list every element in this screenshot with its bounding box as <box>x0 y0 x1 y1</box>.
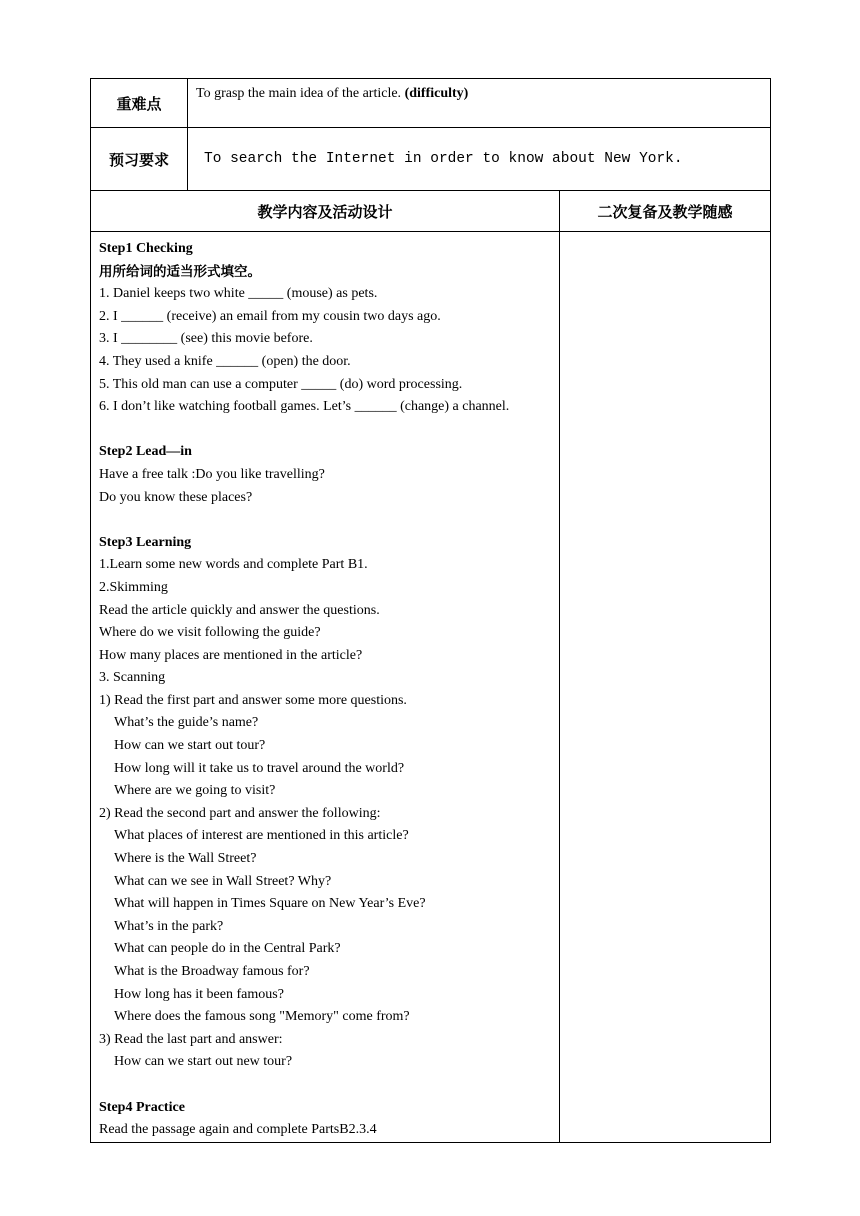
question-item: How can we start out tour? <box>114 738 266 754</box>
question-item: How long has it been famous? <box>114 986 284 1002</box>
step4-title: Step4 Practice <box>99 1099 185 1115</box>
question-item: Where does the famous song "Memory" come from? <box>114 1009 410 1025</box>
question-item: How can we start out new tour? <box>114 1054 293 1070</box>
question-item: Where are we going to visit? <box>114 783 276 799</box>
preview-label: 预习要求 <box>91 128 188 191</box>
step2-line: Have a free talk :Do you like travelling? <box>99 466 325 482</box>
list-item: 4. They used a knife ______ (open) the door. <box>99 353 351 369</box>
step1-list <box>99 283 551 419</box>
content-row <box>91 232 771 1143</box>
step3-line: Read the article quickly and answer the questions. <box>99 602 380 618</box>
lesson-plan-table <box>90 78 771 1143</box>
scan2-title: 2) Read the second part and answer the following: <box>99 805 381 821</box>
step2-title: Step2 Lead—in <box>99 444 192 460</box>
list-item: 6. I don’t like watching football games. Let’s ______ (change) a channel. <box>99 399 510 415</box>
notes-column-header: 二次复备及教学随感 <box>560 191 771 232</box>
question-item: What places of interest are mentioned in this article? <box>114 828 409 844</box>
difficulty-label: 重难点 <box>91 79 188 128</box>
step3-line: 1.Learn some new words and complete Part B1. <box>99 557 368 573</box>
question-item: Where is the Wall Street? <box>114 851 257 867</box>
preview-row <box>91 128 771 191</box>
content-column-header: 教学内容及活动设计 <box>91 191 560 232</box>
difficulty-emphasis: (difficulty) <box>404 86 469 101</box>
content-cell <box>91 232 560 1143</box>
question-item: What will happen in Times Square on New Year’s Eve? <box>114 896 426 912</box>
difficulty-goal: To grasp the main idea of the article. <box>196 86 405 101</box>
question-item: What is the Broadway famous for? <box>114 964 310 979</box>
question-item: What’s the guide’s name? <box>114 715 259 731</box>
question-item: What can we see in Wall Street? Why? <box>114 873 332 889</box>
step3-line: 2.Skimming <box>99 579 168 595</box>
spacer <box>99 1074 551 1097</box>
step2-line: Do you know these places? <box>99 489 253 505</box>
list-item: 2. I ______ (receive) an email from my cousin two days ago. <box>99 308 441 324</box>
step1-instruction: 用所给词的适当形式填空。 <box>99 263 261 280</box>
question-item: What’s in the park? <box>114 918 224 934</box>
step4-line: Read the passage again and complete PartsB2.3.4 <box>99 1122 377 1138</box>
list-item: 3. I ________ (see) this movie before. <box>99 331 313 347</box>
step3-line: 1) Read the first part and answer some more questions. <box>99 692 407 708</box>
list-item: 1. Daniel keeps two white _____ (mouse) as pets. <box>99 286 378 302</box>
question-item: How long will it take us to travel around the world? <box>114 760 405 776</box>
step3-line: How many places are mentioned in the article? <box>99 647 363 663</box>
question-item: What can people do in the Central Park? <box>114 941 341 957</box>
column-header-row <box>91 191 771 232</box>
list-item: 5. This old man can use a computer _____ (do) word processing. <box>99 376 463 392</box>
difficulty-text <box>188 79 771 128</box>
step1-title: Step1 Checking <box>99 241 193 256</box>
difficulty-row <box>91 79 771 128</box>
spacer <box>99 419 551 442</box>
step3-title: Step3 Learning <box>99 534 192 550</box>
scan3-title: 3) Read the last part and answer: <box>99 1031 283 1047</box>
step3-line: Where do we visit following the guide? <box>99 625 321 641</box>
step3-line: 3. Scanning <box>99 670 166 686</box>
preview-text: To search the Internet in order to know about New York. <box>188 128 771 191</box>
notes-cell <box>560 232 771 1143</box>
spacer <box>99 509 551 532</box>
